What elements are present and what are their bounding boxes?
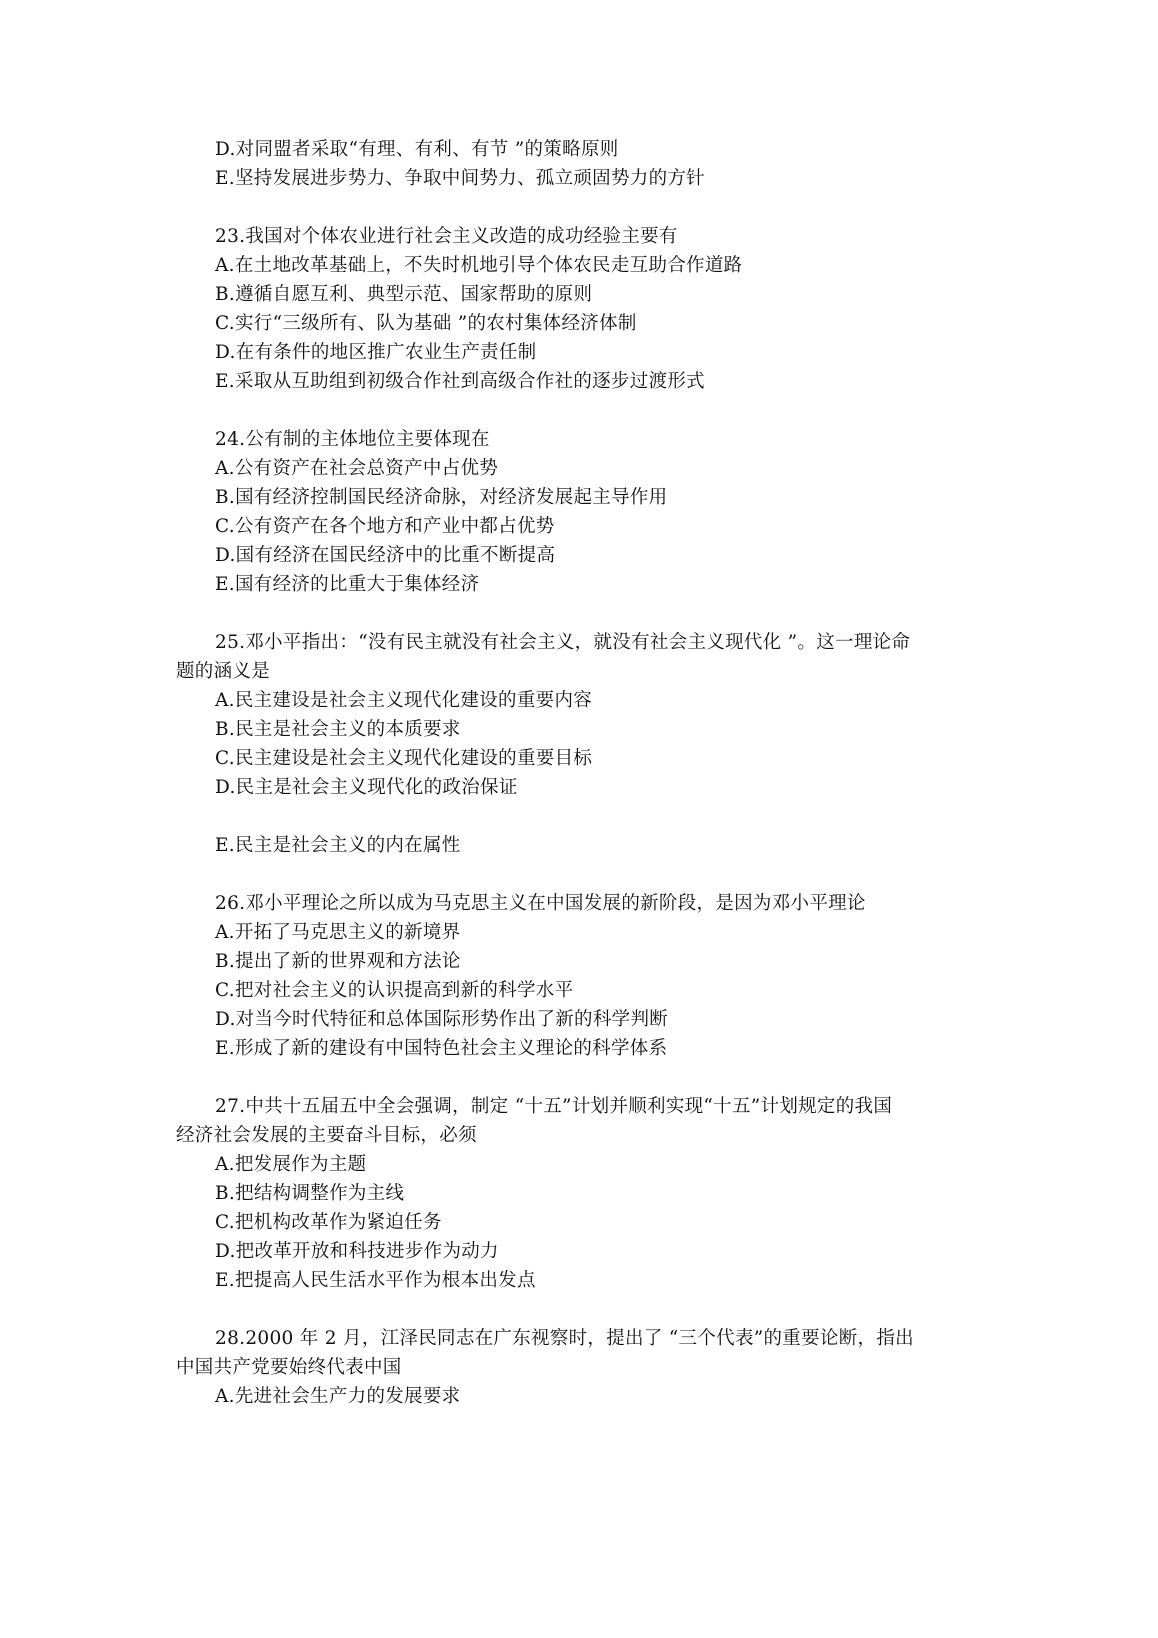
question-stem: 27.中共十五届五中全会强调，制定 “十五”计划并顺利实现“十五”计划规定的我国 — [215, 1096, 893, 1117]
question-stem-continued: 中国共产党要始终代表中国 — [176, 1357, 402, 1378]
option-text: A.在土地改革基础上，不失时机地引导个体农民走互助合作道路 — [215, 255, 743, 276]
option-text: C.公有资产在各个地方和产业中都占优势 — [215, 516, 555, 537]
option-text: C.把机构改革作为紧迫任务 — [215, 1212, 442, 1233]
option-text: D.民主是社会主义现代化的政治保证 — [215, 777, 518, 798]
option-text: E.国有经济的比重大于集体经济 — [215, 574, 480, 595]
option-text: B.遵循自愿互利、典型示范、国家帮助的原则 — [215, 284, 593, 305]
question-stem: 25.邓小平指出：“没有民主就没有社会主义，就没有社会主义现代化 ”。这一理论命 — [215, 632, 911, 653]
option-text: E.把提高人民生活水平作为根本出发点 — [215, 1270, 536, 1291]
question-stem: 24.公有制的主体地位主要体现在 — [215, 429, 490, 450]
option-text: A.开拓了马克思主义的新境界 — [215, 922, 461, 943]
option-text: B.提出了新的世界观和方法论 — [215, 951, 461, 972]
option-text: C.实行“三级所有、队为基础 ”的农村集体经济体制 — [215, 313, 637, 334]
option-text: B.民主是社会主义的本质要求 — [215, 719, 461, 740]
option-text: B.国有经济控制国民经济命脉，对经济发展起主导作用 — [215, 487, 668, 508]
question-stem: 26.邓小平理论之所以成为马克思主义在中国发展的新阶段，是因为邓小平理论 — [215, 893, 866, 914]
option-text: C.把对社会主义的认识提高到新的科学水平 — [215, 980, 574, 1001]
option-text: A.公有资产在社会总资产中占优势 — [215, 458, 499, 479]
option-text: B.把结构调整作为主线 — [215, 1183, 405, 1204]
option-text: E.形成了新的建设有中国特色社会主义理论的科学体系 — [215, 1038, 668, 1059]
option-text: D.把改革开放和科技进步作为动力 — [215, 1241, 499, 1262]
option-text: E.坚持发展进步势力、争取中间势力、孤立顽固势力的方针 — [215, 168, 705, 189]
option-text: C.民主建设是社会主义现代化建设的重要目标 — [215, 748, 593, 769]
option-text: A.把发展作为主题 — [215, 1154, 367, 1175]
option-text: D.在有条件的地区推广农业生产责任制 — [215, 342, 537, 363]
question-stem-continued: 经济社会发展的主要奋斗目标，必须 — [176, 1125, 477, 1146]
question-stem: 28.2000 年 2 月，江泽民同志在广东视察时，提出了 “三个代表”的重要论断，指出 — [215, 1328, 914, 1349]
option-text: A.民主建设是社会主义现代化建设的重要内容 — [215, 690, 593, 711]
option-text: D.国有经济在国民经济中的比重不断提高 — [215, 545, 556, 566]
question-stem-continued: 题的涵义是 — [176, 661, 271, 682]
option-text: D.对当今时代特征和总体国际形势作出了新的科学判断 — [215, 1009, 669, 1030]
question-stem: 23.我国对个体农业进行社会主义改造的成功经验主要有 — [215, 226, 678, 247]
option-text: E.采取从互助组到初级合作社到高级合作社的逐步过渡形式 — [215, 371, 705, 392]
option-text: D.对同盟者采取“有理、有利、有节 ”的策略原则 — [215, 139, 619, 160]
option-text: A.先进社会生产力的发展要求 — [215, 1386, 461, 1407]
option-text: E.民主是社会主义的内在属性 — [215, 835, 461, 856]
